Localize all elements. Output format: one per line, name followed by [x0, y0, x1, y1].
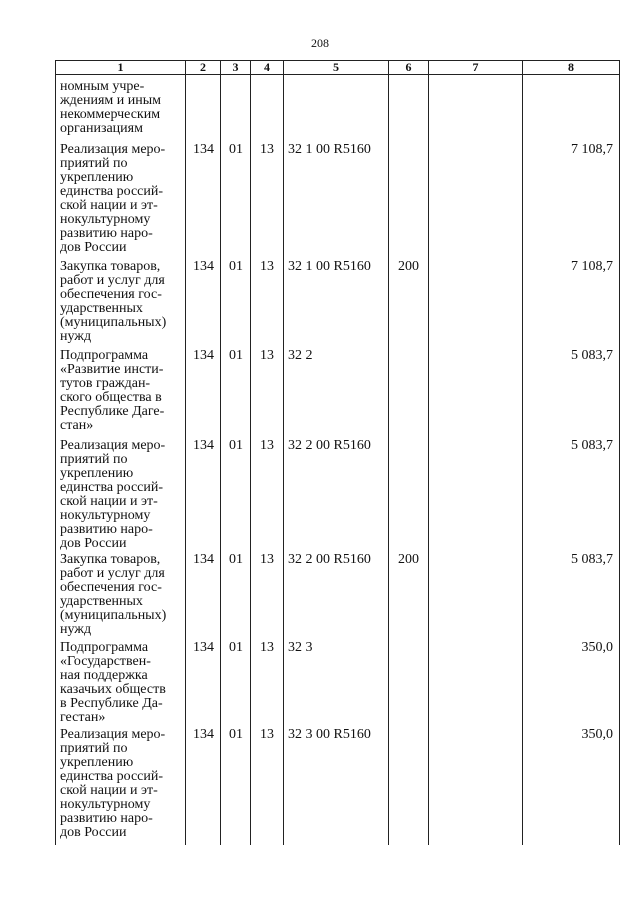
header-col-5: 5 — [333, 60, 339, 74]
row-code-rz: 01 — [229, 259, 243, 274]
row-name: Реализация меро- приятий по укреплению единства россий- ской нации и эт- нокультурному развитию наро- дов России — [60, 727, 166, 840]
row-name: номным учре- ждениям и иным некоммерческим организациям — [60, 79, 162, 136]
row-code-csr: 32 1 00 R5160 — [288, 142, 371, 157]
header-col-8: 8 — [568, 60, 574, 74]
row-code-gr: 134 — [193, 727, 214, 742]
header-col-6: 6 — [405, 60, 412, 74]
header-col-1: 1 — [117, 60, 124, 74]
row-code-pr: 13 — [260, 640, 274, 655]
row-code-csr: 32 3 — [288, 640, 313, 655]
row-name: Реализация меро- приятий по укреплению единства россий- ской нации и эт- нокультурному развитию наро- дов России — [60, 438, 166, 551]
page-number: 208 — [311, 36, 329, 50]
row-name: Закупка товаров, работ и услуг для обеспечения гос- ударственных (муниципальных) нужд — [60, 552, 167, 637]
row-amount: 5 083,7 — [571, 348, 613, 363]
row-code-vr: 200 — [398, 259, 419, 274]
row-code-pr: 13 — [260, 552, 274, 567]
row-code-rz: 01 — [229, 552, 243, 567]
row-code-vr: 200 — [398, 552, 419, 567]
column-divider — [220, 60, 221, 845]
row-amount: 7 108,7 — [571, 259, 613, 274]
row-code-rz: 01 — [229, 727, 243, 742]
row-amount: 5 083,7 — [571, 552, 613, 567]
column-divider — [619, 60, 620, 845]
row-amount: 5 083,7 — [571, 438, 613, 453]
header-col-2: 2 — [200, 60, 206, 74]
row-code-rz: 01 — [229, 348, 243, 363]
row-code-rz: 01 — [229, 142, 243, 157]
row-name: Реализация меро- приятий по укреплению единства россий- ской нации и эт- нокультурному развитию наро- дов России — [60, 142, 166, 255]
column-divider — [250, 60, 251, 845]
row-code-gr: 134 — [193, 552, 214, 567]
column-divider — [55, 60, 56, 845]
row-code-csr: 32 3 00 R5160 — [288, 727, 371, 742]
row-name: Подпрограмма «Развитие инсти- тутов граждан- ского общества в Республике Даге- стан» — [60, 348, 165, 433]
row-code-gr: 134 — [193, 640, 214, 655]
row-code-pr: 13 — [260, 727, 274, 742]
column-divider — [185, 60, 186, 845]
row-code-pr: 13 — [260, 142, 274, 157]
row-code-pr: 13 — [260, 438, 274, 453]
header-col-4: 4 — [264, 60, 270, 74]
header-bottom-border — [55, 74, 620, 75]
column-divider — [522, 60, 523, 845]
row-amount: 7 108,7 — [571, 142, 613, 157]
row-amount: 350,0 — [581, 640, 613, 655]
row-code-pr: 13 — [260, 259, 274, 274]
row-code-csr: 32 2 — [288, 348, 313, 363]
column-divider — [428, 60, 429, 845]
row-name: Подпрограмма «Государствен- ная поддержка казачьих обществ в Республике Да- гестан» — [60, 640, 166, 725]
column-divider — [388, 60, 389, 845]
row-code-pr: 13 — [260, 348, 274, 363]
row-amount: 350,0 — [581, 727, 613, 742]
row-code-rz: 01 — [229, 640, 243, 655]
row-code-csr: 32 2 00 R5160 — [288, 552, 371, 567]
row-name: Закупка товаров, работ и услуг для обеспечения гос- ударственных (муниципальных) нужд — [60, 259, 167, 344]
row-code-csr: 32 2 00 R5160 — [288, 438, 371, 453]
row-code-gr: 134 — [193, 259, 214, 274]
header-col-3: 3 — [232, 60, 239, 74]
row-code-csr: 32 1 00 R5160 — [288, 259, 371, 274]
header-col-7: 7 — [472, 60, 479, 74]
row-code-gr: 134 — [193, 438, 214, 453]
row-code-gr: 134 — [193, 142, 214, 157]
row-code-gr: 134 — [193, 348, 214, 363]
column-divider — [283, 60, 284, 845]
row-code-rz: 01 — [229, 438, 243, 453]
